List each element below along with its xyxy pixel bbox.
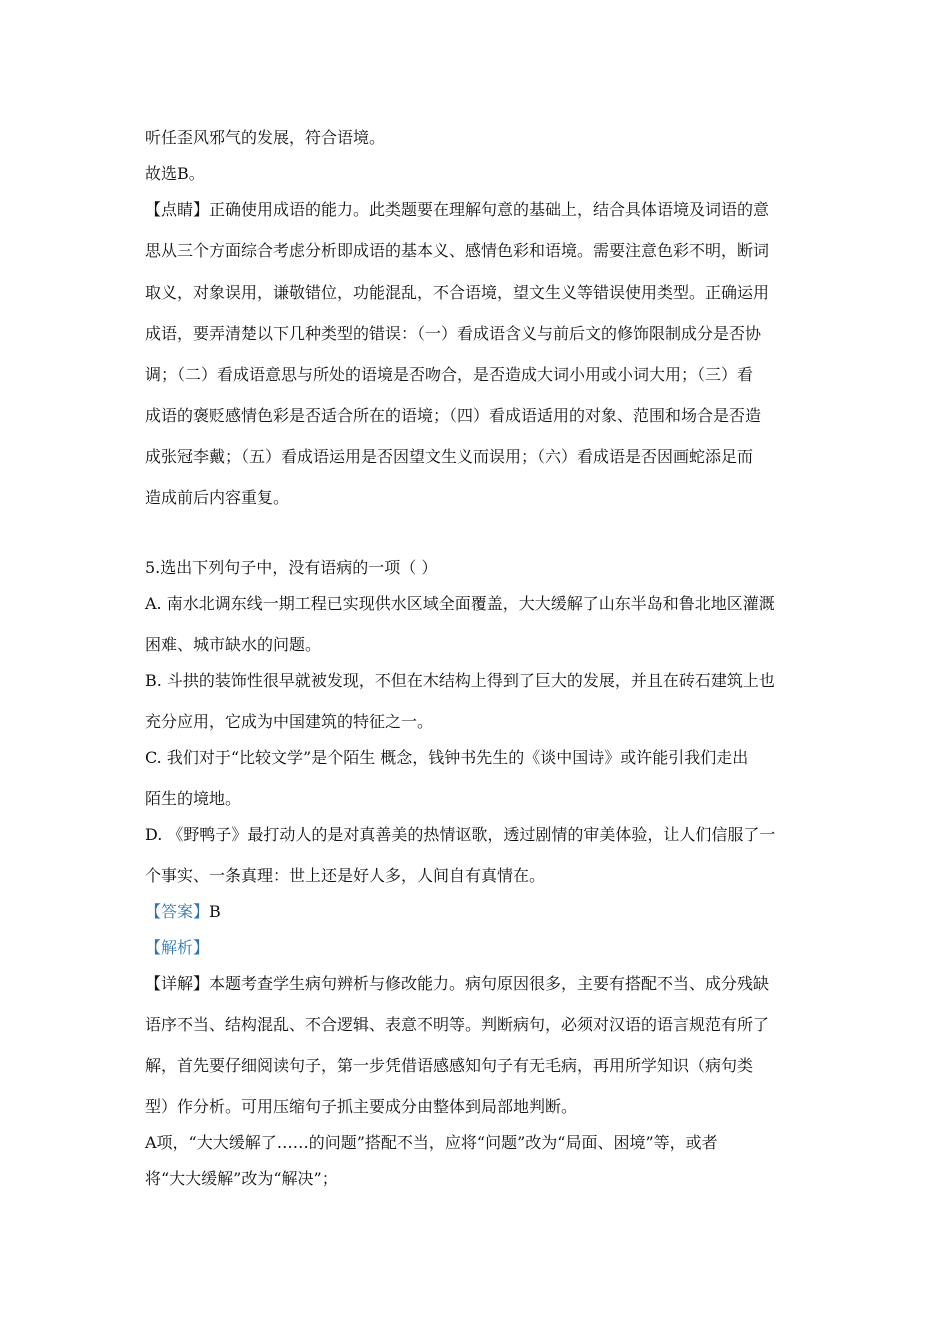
text-line: 听任歪风邪气的发展，符合语境。 [145,128,386,147]
option-a-line: 困难、城市缺水的问题。 [145,635,322,654]
detail-line: 将“大大缓解”改为“解决”； [145,1169,338,1188]
detail-line: A项，“大大缓解了……的问题”搭配不当，应将“问题”改为“局面、困境”等，或者 [145,1133,718,1152]
option-b-line: 充分应用，它成为中国建筑的特征之一。 [145,712,434,731]
dianjing-line: 成张冠李戴；（五）看成语运用是否因望文生义而误用；（六）看成语是否因画蛇添足而 [145,447,754,466]
option-d-line: D. 《野鸭子》最打动人的是对真善美的热情讴歌，透过剧情的审美体验，让人们信服了一 [145,825,776,844]
option-a-line: A. 南水北调东线一期工程已实现供水区域全面覆盖，大大缓解了山东半岛和鲁北地区灌溉 [145,594,775,613]
question-stem: 5.选出下列句子中，没有语病的一项（ ） [145,558,438,577]
analysis-label: 【解析】 [145,938,210,957]
dianjing-line: 调；（二）看成语意思与所处的语境是否吻合，是否造成大词小用或小词大用；（三）看 [145,365,754,384]
option-d-line: 个事实、一条真理：世上还是好人多，人间自有真情在。 [145,866,546,885]
detail-line: 解，首先要仔细阅读句子，第一步凭借语感感知句子有无毛病，再用所学知识（病句类 [145,1056,754,1075]
detail-line: 语序不当、结构混乱、不合逻辑、表意不明等。判断病句，必须对汉语的语言规范有所了 [145,1015,770,1034]
option-c-line: C. 我们对于“比较文学”是个陌生 概念，钱钟书先生的《谈中国诗》或许能引我们走出 [145,748,749,767]
detail-line: 【详解】本题考查学生病句辨析与修改能力。病句原因很多，主要有搭配不当、成分残缺 [145,974,770,993]
dianjing-line: 【点睛】正确使用成语的能力。此类题要在理解句意的基础上，结合具体语境及词语的意 [145,200,770,219]
option-c-line: 陌生的境地。 [145,789,242,808]
dianjing-line: 思从三个方面综合考虑分析即成语的基本义、感情色彩和语境。需要注意色彩不明，断词 [145,241,770,260]
detail-line: 型）作分析。可用压缩句子抓主要成分由整体到局部地判断。 [145,1097,578,1116]
text-line: 故选B。 [145,164,205,183]
dianjing-line: 成语，要弄清楚以下几种类型的错误：（一）看成语含义与前后文的修饰限制成分是否协 [145,324,762,343]
answer-value: B [209,902,221,921]
answer-label: 【答案】 [145,902,210,921]
dianjing-line: 造成前后内容重复。 [145,488,290,507]
dianjing-line: 成语的褒贬感情色彩是否适合所在的语境；（四）看成语适用的对象、范围和场合是否造 [145,406,762,425]
answer-line [145,901,221,923]
dianjing-line: 取义，对象误用，谦敬错位，功能混乱，不合语境，望文生义等错误使用类型。正确运用 [145,283,770,302]
option-b-line: B. 斗拱的装饰性很早就被发现，不但在木结构上得到了巨大的发展，并且在砖石建筑上也 [145,671,775,690]
